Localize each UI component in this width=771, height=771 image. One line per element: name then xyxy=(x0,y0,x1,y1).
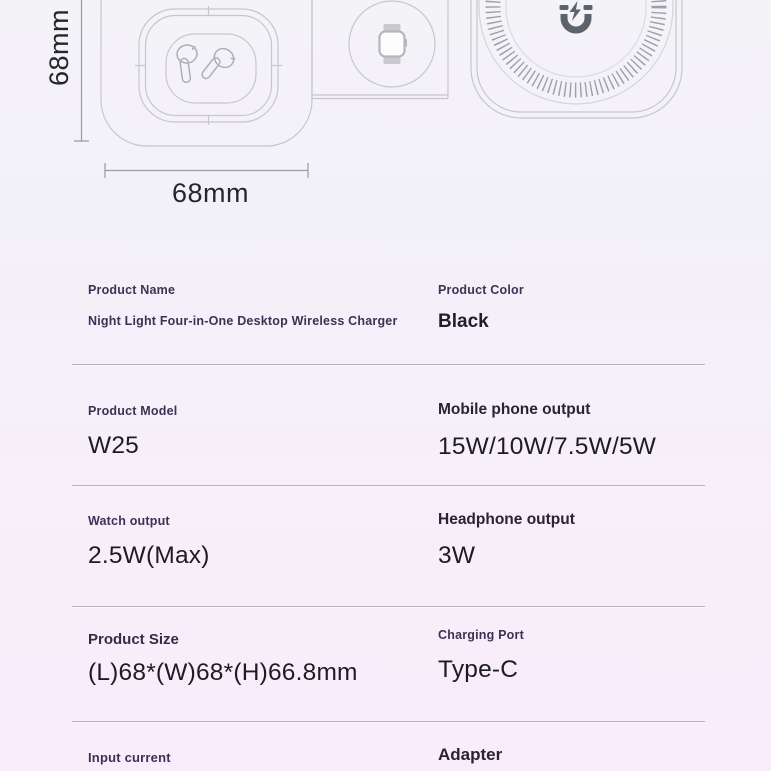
divider xyxy=(72,364,705,365)
dimension-height-label: 68mm xyxy=(44,8,74,86)
spec-label-product-name: Product Name xyxy=(88,283,176,297)
spec-label-watch-output: Watch output xyxy=(88,514,170,528)
spec-label-product-size: Product Size xyxy=(88,631,179,648)
spec-label-product-model: Product Model xyxy=(88,404,178,418)
spec-value-headphone-output: 3W xyxy=(438,542,476,569)
watch-icon xyxy=(380,24,408,64)
magsafe-magnet-icon xyxy=(560,1,593,30)
spec-label-phone-output: Mobile phone output xyxy=(438,401,591,418)
divider xyxy=(72,485,705,486)
spec-label-headphone-output: Headphone output xyxy=(438,511,575,528)
dimension-width-label: 68mm xyxy=(172,178,250,208)
spec-value-product-size: (L)68*(W)68*(H)66.8mm xyxy=(88,659,358,686)
product-technical-drawing xyxy=(0,0,771,235)
earbuds-icon xyxy=(176,44,238,87)
earbuds-pad-drawing xyxy=(101,0,312,146)
spec-label-input-current: Input current xyxy=(88,750,171,765)
spec-value-phone-output: 15W/10W/7.5W/5W xyxy=(438,433,657,460)
spec-value-product-color: Black xyxy=(438,311,489,332)
spec-label-product-color: Product Color xyxy=(438,283,524,297)
spec-value-watch-output: 2.5W(Max) xyxy=(88,542,210,569)
divider xyxy=(72,721,705,722)
spec-label-adapter: Adapter xyxy=(438,745,503,764)
spec-value-product-name: Night Light Four-in-One Desktop Wireless Charger xyxy=(88,314,398,328)
spec-value-charging-port: Type-C xyxy=(438,656,519,683)
divider xyxy=(72,606,705,607)
spec-value-product-model: W25 xyxy=(88,432,139,459)
spec-label-charging-port: Charging Port xyxy=(438,628,524,642)
